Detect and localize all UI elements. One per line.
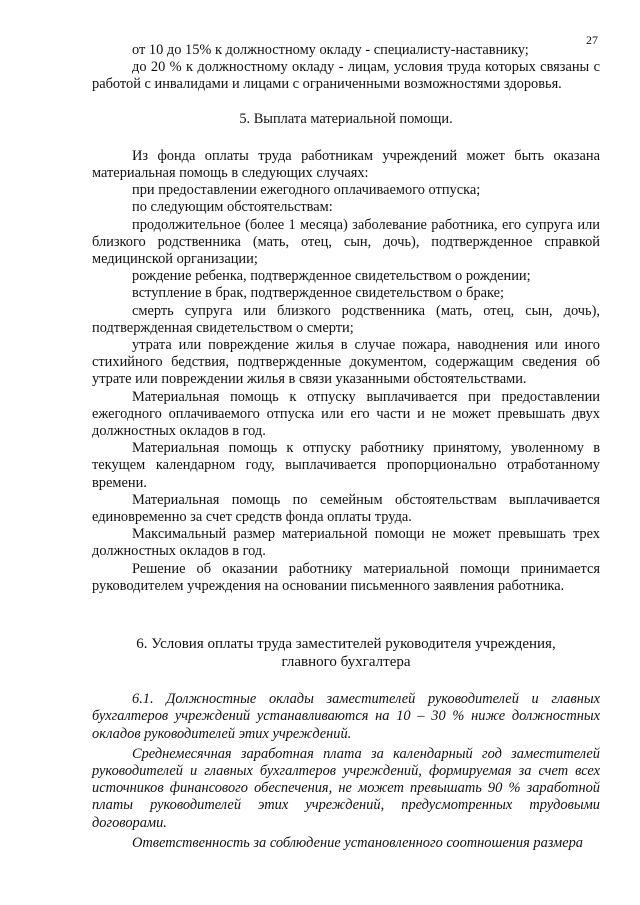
paragraph: продолжительное (более 1 месяца) заболевание работника, его супруга или близкого родственника (мать, отец, сын, дочь), подтвержденное справкой медицинской организации; (92, 216, 600, 268)
paragraph: Материальная помощь по семейным обстоятельствам выплачивается единовременно за счет средств фонда оплаты труда. (92, 491, 600, 526)
paragraph: вступление в брак, подтвержденное свидетельством о браке; (132, 285, 505, 302)
paragraph: Ответственность за соблюдение установленного соотношения размера (132, 834, 583, 851)
paragraph: Материальная помощь к отпуску работнику принятому, уволенному в текущем календарном году, выплачивается пропорционально отработанному времени. (92, 440, 600, 491)
paragraph: при предоставлении ежегодного оплачиваемого отпуска; (132, 182, 481, 199)
paragraph: рождение ребенка, подтвержденное свидетельством о рождении; (132, 268, 531, 285)
paragraph: утрата или повреждение жилья в случае пожара, наводнения или иного стихийного бедствия, подтвержденные документом, содержащим сведения об утрате или повреждении жилья в связи указанными обстоятельствами. (92, 337, 600, 388)
paragraph: 6.1. Должностные оклады заместителей руководителей и главных бухгалтеров учреждений устанавливаются на 10 – 30 % ниже должностных окладов руководителей этих учреждений. (92, 691, 600, 742)
paragraph: Среднемесячная заработная плата за календарный год заместителей руководителей и главных бухгалтеров учреждений, формируемая за счет всех источников финансового обеспечения, не может превышать 90 % заработной платы руководителей этих учреждений, предусмотренных трудовыми договорами. (92, 745, 600, 831)
document-body (92, 42, 600, 852)
paragraph: Из фонда оплаты труда работникам учреждений может быть оказана материальная помощь в следующих случаях: (92, 147, 600, 182)
paragraph-mentor-bonus: от 10 до 15% к должностному окладу - специалисту-наставнику; (132, 42, 529, 58)
paragraph: Материальная помощь к отпуску выплачивается при предоставлении ежегодного оплачиваемого отпуска или его части и не может превышать двух должностных окладов в год. (92, 388, 600, 440)
section-6-title-line-2: главного бухгалтера (281, 654, 411, 671)
paragraph: Максимальный размер материальной помощи не может превышать трех должностных окладов в год. (92, 526, 600, 560)
paragraph: Решение об оказании работнику материальной помощи принимается руководителем учреждения на основании письменного заявления работника. (92, 560, 600, 594)
page-number: 27 (586, 33, 598, 47)
paragraph-disability-bonus: до 20 % к должностному окладу - лицам, условия труда которых связаны с работой с инвалидами и лицами с ограниченными возможностями здоровья. (92, 59, 600, 93)
paragraph: смерть супруга или близкого родственника (мать, отец, сын, дочь), подтвержденная свидетельством о смерти; (92, 302, 600, 336)
section-5-body (92, 148, 600, 595)
section-5-title: 5. Выплата материальной помощи. (239, 110, 453, 127)
section-6-title (92, 635, 600, 671)
section-6-title-line-1: 6. Условия оплаты труда заместителей руководителя учреждения, (136, 636, 556, 653)
section-6-body (92, 691, 600, 852)
paragraph: по следующим обстоятельствам: (132, 199, 333, 216)
